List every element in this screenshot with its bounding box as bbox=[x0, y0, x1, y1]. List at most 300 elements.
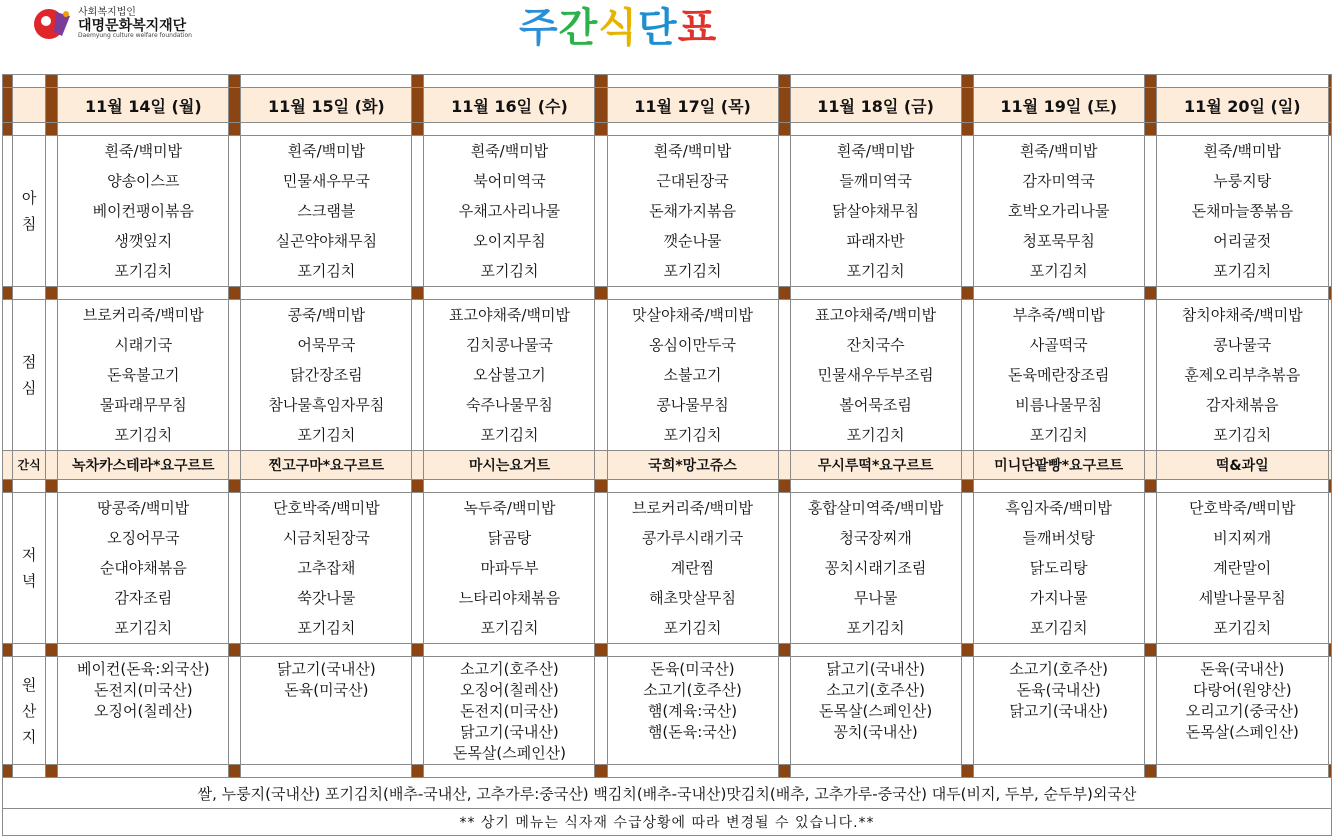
spacer-square bbox=[1144, 287, 1156, 300]
spacer-cell bbox=[973, 765, 1144, 778]
row-label-dinner bbox=[13, 493, 46, 644]
header-square bbox=[46, 88, 58, 123]
spacer-row bbox=[3, 123, 1332, 136]
spacer-cell bbox=[973, 480, 1144, 493]
breakfast-cell bbox=[241, 136, 412, 287]
row-gap bbox=[778, 493, 790, 644]
spacer-cell bbox=[13, 644, 46, 657]
origin-item: 꽁치(국내산) bbox=[833, 723, 918, 741]
date-header: 11월 17일 (목) bbox=[607, 88, 778, 123]
spacer-cell bbox=[790, 287, 961, 300]
spacer-square bbox=[595, 644, 607, 657]
breakfast-item: 흰죽/백미밥 bbox=[836, 142, 915, 160]
spacer-cell bbox=[1156, 644, 1328, 657]
row-edge bbox=[1328, 657, 1331, 765]
lunch-item: 포기김치 bbox=[846, 426, 905, 444]
lunch-cell bbox=[241, 300, 412, 451]
origin-item: 오리고기(중국산) bbox=[1185, 702, 1299, 720]
row-gap bbox=[46, 300, 58, 451]
dinner-item: 포기김치 bbox=[663, 619, 722, 637]
spacer-cell bbox=[13, 287, 46, 300]
spacer-square bbox=[1144, 765, 1156, 778]
spacer-square bbox=[3, 765, 13, 778]
breakfast-item: 흰죽/백미밥 bbox=[1019, 142, 1098, 160]
dinner-item: 순대야채볶음 bbox=[99, 559, 187, 577]
dinner-item: 느타리야채볶음 bbox=[458, 589, 561, 607]
spacer-row bbox=[3, 287, 1332, 300]
dinner-item: 꽁치시래기조림 bbox=[824, 559, 927, 577]
header-square bbox=[961, 88, 973, 123]
foundation-logo bbox=[32, 6, 202, 46]
breakfast-item: 흰죽/백미밥 bbox=[1203, 142, 1282, 160]
spacer-square bbox=[229, 765, 241, 778]
spacer-square bbox=[3, 123, 13, 136]
dinner-item: 콩가루시래기국 bbox=[641, 529, 744, 547]
dinner-item: 단호박죽/백미밥 bbox=[1189, 499, 1296, 517]
row-label-snack: 간식 bbox=[13, 451, 46, 480]
spacer-cell bbox=[1156, 287, 1328, 300]
row-gap bbox=[778, 657, 790, 765]
breakfast-cell bbox=[424, 136, 595, 287]
spacer-cell bbox=[790, 765, 961, 778]
breakfast-item: 청포묵무침 bbox=[1022, 232, 1095, 250]
spacer-row bbox=[3, 480, 1332, 493]
row-gap bbox=[961, 136, 973, 287]
origin-cell bbox=[241, 657, 412, 765]
dinner-item: 감자조림 bbox=[114, 589, 173, 607]
dinner-cell bbox=[58, 493, 229, 644]
dinner-item: 포기김치 bbox=[114, 619, 173, 637]
spacer-cell bbox=[790, 123, 961, 136]
row-gap bbox=[1144, 300, 1156, 451]
header-square bbox=[412, 88, 424, 123]
row-gap bbox=[778, 300, 790, 451]
spacer-square bbox=[961, 765, 973, 778]
spacer-cell bbox=[607, 287, 778, 300]
origin-item: 돈목살(스페인산) bbox=[819, 702, 933, 720]
lunch-item: 참치야채죽/백미밥 bbox=[1181, 306, 1303, 324]
spacer-cell bbox=[58, 480, 229, 493]
dinner-cell bbox=[607, 493, 778, 644]
lunch-cell bbox=[58, 300, 229, 451]
spacer-square bbox=[3, 287, 13, 300]
footer-change-row bbox=[3, 809, 1332, 836]
origin-item: 소고기(호주산) bbox=[826, 681, 925, 699]
spacer-square bbox=[595, 480, 607, 493]
spacer-square bbox=[3, 480, 13, 493]
breakfast-item: 민물새우무국 bbox=[282, 172, 370, 190]
lunch-item: 어묵무국 bbox=[297, 336, 356, 354]
spacer-square bbox=[3, 644, 13, 657]
row-label-char: 원 bbox=[21, 675, 37, 694]
lunch-item: 포기김치 bbox=[1213, 426, 1272, 444]
breakfast-item: 돈채마늘쫑볶음 bbox=[1191, 202, 1293, 220]
spacer-cell bbox=[973, 287, 1144, 300]
spacer-square bbox=[778, 123, 790, 136]
lunch-item: 사골떡국 bbox=[1029, 336, 1088, 354]
lunch-item: 콩나물국 bbox=[1213, 336, 1272, 354]
date-header: 11월 16일 (수) bbox=[424, 88, 595, 123]
title-char: 식 bbox=[598, 5, 638, 51]
dinner-item: 포기김치 bbox=[297, 619, 356, 637]
spacer-square bbox=[778, 75, 790, 88]
row-gap bbox=[412, 300, 424, 451]
spacer-square bbox=[46, 75, 58, 88]
spacer-cell bbox=[241, 480, 412, 493]
spacer-square bbox=[229, 480, 241, 493]
spacer-cell bbox=[58, 765, 229, 778]
dinner-item: 홍합살미역죽/백미밥 bbox=[807, 499, 944, 517]
dinner-item: 비지찌개 bbox=[1213, 529, 1272, 547]
title-char: 간 bbox=[558, 5, 599, 51]
row-gap bbox=[229, 136, 241, 287]
lunch-item: 소불고기 bbox=[663, 366, 722, 384]
breakfast-item: 포기김치 bbox=[1213, 262, 1272, 280]
origin-item: 돈전지(미국산) bbox=[93, 681, 193, 699]
dinner-cell bbox=[424, 493, 595, 644]
lunch-item: 표고야채죽/백미밥 bbox=[815, 306, 937, 324]
header-corner bbox=[13, 88, 46, 123]
spacer-cell bbox=[1156, 480, 1328, 493]
title-char: 주 bbox=[519, 5, 559, 51]
spacer-square bbox=[1144, 75, 1156, 88]
breakfast-item: 포기김치 bbox=[846, 262, 905, 280]
dinner-item: 닭도리탕 bbox=[1029, 559, 1088, 577]
breakfast-item: 실곤약야채무침 bbox=[275, 232, 378, 250]
row-gap bbox=[1144, 451, 1156, 480]
origin-item: 베이컨(돈육:외국산) bbox=[76, 660, 210, 678]
dinner-item: 계란찜 bbox=[670, 559, 715, 577]
spacer-square bbox=[778, 765, 790, 778]
spacer-cell bbox=[424, 75, 595, 88]
dinner-item: 가지나물 bbox=[1029, 589, 1088, 607]
origin-item: 돈육(국내산) bbox=[1200, 660, 1285, 678]
breakfast-item: 우채고사리나물 bbox=[458, 202, 561, 220]
dinner-cell bbox=[1156, 493, 1328, 644]
dinner-item: 포기김치 bbox=[1029, 619, 1088, 637]
breakfast-item: 흰죽/백미밥 bbox=[470, 142, 549, 160]
row-edge bbox=[3, 451, 13, 480]
spacer-square bbox=[595, 75, 607, 88]
lunch-item: 포기김치 bbox=[663, 426, 722, 444]
breakfast-item: 들깨미역국 bbox=[839, 172, 912, 190]
spacer-cell bbox=[58, 287, 229, 300]
spacer-square bbox=[961, 123, 973, 136]
lunch-item: 참나물흑임자무침 bbox=[268, 396, 385, 414]
dinner-item: 해초맛살무침 bbox=[649, 589, 737, 607]
dinner-item: 고추잡채 bbox=[297, 559, 356, 577]
spacer-cell bbox=[1156, 765, 1328, 778]
snack-cell: 녹차카스테라*요구르트 bbox=[58, 451, 229, 480]
spacer-square bbox=[595, 287, 607, 300]
origin-item: 돈육(미국산) bbox=[650, 660, 735, 678]
lunch-cell bbox=[424, 300, 595, 451]
row-edge bbox=[1328, 136, 1331, 287]
row-label-char: 심 bbox=[21, 379, 37, 397]
spacer-cell bbox=[13, 765, 46, 778]
dinner-cell bbox=[973, 493, 1144, 644]
dinner-item: 청국장찌개 bbox=[839, 529, 912, 547]
lunch-item: 비름나물무침 bbox=[1015, 396, 1103, 414]
row-gap bbox=[46, 493, 58, 644]
lunch-item: 훈제오리부추볶음 bbox=[1184, 366, 1301, 384]
row-edge bbox=[3, 300, 13, 451]
row-label-char: 지 bbox=[21, 727, 37, 746]
spacer-square bbox=[778, 644, 790, 657]
snack-cell: 떡&과일 bbox=[1156, 451, 1328, 480]
spacer-cell bbox=[607, 75, 778, 88]
spacer-cell bbox=[13, 75, 46, 88]
lunch-item: 콩죽/백미밥 bbox=[287, 306, 366, 324]
row-label-char: 저 bbox=[21, 546, 37, 564]
breakfast-item: 근대된장국 bbox=[656, 172, 729, 190]
row-gap bbox=[961, 451, 973, 480]
logo-mark-icon bbox=[32, 6, 74, 46]
row-gap bbox=[412, 136, 424, 287]
snack-cell: 미니단팥빵*요구르트 bbox=[973, 451, 1144, 480]
row-gap bbox=[961, 493, 973, 644]
row-gap bbox=[46, 657, 58, 765]
breakfast-item: 포기김치 bbox=[480, 262, 539, 280]
breakfast-item: 포기김치 bbox=[663, 262, 722, 280]
spacer-square bbox=[46, 287, 58, 300]
origin-item: 햄(돈육:국산) bbox=[647, 723, 738, 741]
spacer-cell bbox=[58, 123, 229, 136]
breakfast-item: 포기김치 bbox=[114, 262, 173, 280]
spacer-cell bbox=[241, 644, 412, 657]
date-header: 11월 15일 (화) bbox=[241, 88, 412, 123]
lunch-item: 감자채볶음 bbox=[1206, 396, 1279, 414]
origin-item: 소고기(호주산) bbox=[1009, 660, 1109, 678]
origin-item: 다랑어(원양산) bbox=[1192, 681, 1292, 699]
breakfast-item: 포기김치 bbox=[1029, 262, 1088, 280]
row-edge bbox=[1328, 451, 1331, 480]
dinner-row bbox=[3, 493, 1332, 644]
dinner-item: 땅콩죽/백미밥 bbox=[97, 499, 190, 517]
breakfast-item: 흰죽/백미밥 bbox=[653, 142, 732, 160]
breakfast-cell bbox=[973, 136, 1144, 287]
spacer-square bbox=[1144, 123, 1156, 136]
spacer-cell bbox=[607, 480, 778, 493]
dinner-item: 단호박죽/백미밥 bbox=[273, 499, 380, 517]
row-gap bbox=[412, 451, 424, 480]
footer-change-note: ** 상기 메뉴는 식자재 수급상황에 따라 변경될 수 있습니다.** bbox=[3, 809, 1332, 836]
spacer-square bbox=[412, 644, 424, 657]
lunch-item: 포기김치 bbox=[297, 426, 356, 444]
origin-item: 닭고기(국내산) bbox=[826, 660, 925, 678]
breakfast-row bbox=[3, 136, 1332, 287]
title-char: 표 bbox=[677, 5, 718, 51]
lunch-item: 숙주나물무침 bbox=[465, 396, 553, 414]
breakfast-item: 깻순나물 bbox=[663, 232, 722, 250]
dinner-item: 들깨버섯탕 bbox=[1022, 529, 1095, 547]
spacer-square bbox=[961, 75, 973, 88]
row-label-char: 아 bbox=[21, 189, 37, 207]
lunch-cell bbox=[790, 300, 961, 451]
spacer-cell bbox=[424, 287, 595, 300]
logo-english-name: Daemyung culture welfare foundation bbox=[78, 32, 192, 40]
lunch-item: 맛살야채죽/백미밥 bbox=[632, 306, 754, 324]
spacer-row bbox=[3, 765, 1332, 778]
row-gap bbox=[229, 300, 241, 451]
spacer-cell bbox=[241, 123, 412, 136]
dinner-item: 브로커리죽/백미밥 bbox=[632, 499, 754, 517]
breakfast-item: 어리굴젓 bbox=[1213, 232, 1272, 250]
row-edge bbox=[3, 136, 13, 287]
row-gap bbox=[961, 300, 973, 451]
spacer-cell bbox=[424, 765, 595, 778]
lunch-item: 돈육메란장조림 bbox=[1007, 366, 1110, 384]
dinner-item: 포기김치 bbox=[1213, 619, 1272, 637]
dinner-item: 오징어무국 bbox=[107, 529, 180, 547]
row-gap bbox=[1144, 136, 1156, 287]
origin-item: 닭고기(국내산) bbox=[277, 660, 376, 678]
date-header: 11월 20일 (일) bbox=[1156, 88, 1328, 123]
row-gap bbox=[229, 493, 241, 644]
breakfast-item: 북어미역국 bbox=[473, 172, 546, 190]
date-header-row bbox=[3, 88, 1332, 123]
row-label-origin bbox=[13, 657, 46, 765]
lunch-item: 오삼불고기 bbox=[473, 366, 546, 384]
spacer-cell bbox=[58, 644, 229, 657]
spacer-cell bbox=[790, 75, 961, 88]
row-gap bbox=[961, 657, 973, 765]
spacer-row bbox=[3, 75, 1332, 88]
row-label-char: 녁 bbox=[21, 572, 37, 590]
breakfast-item: 생깻잎지 bbox=[114, 232, 173, 250]
dinner-item: 녹두죽/백미밥 bbox=[463, 499, 556, 517]
origin-item: 햄(계육:국산) bbox=[647, 702, 738, 720]
lunch-cell bbox=[973, 300, 1144, 451]
breakfast-item: 스크램블 bbox=[297, 202, 356, 220]
origin-item: 소고기(호주산) bbox=[460, 660, 559, 678]
origin-item: 돈목살(스페인산) bbox=[1185, 723, 1299, 741]
lunch-item: 시래기국 bbox=[114, 336, 173, 354]
spacer-square bbox=[778, 480, 790, 493]
row-label-char: 침 bbox=[21, 215, 37, 233]
spacer-cell bbox=[424, 644, 595, 657]
row-gap bbox=[778, 136, 790, 287]
breakfast-cell bbox=[1156, 136, 1328, 287]
lunch-item: 잔치국수 bbox=[846, 336, 905, 354]
lunch-item: 민물새우두부조림 bbox=[817, 366, 934, 384]
lunch-item: 옹심이만두국 bbox=[649, 336, 737, 354]
row-edge bbox=[3, 657, 13, 765]
row-label-lunch bbox=[13, 300, 46, 451]
row-gap bbox=[1144, 493, 1156, 644]
dinner-cell bbox=[790, 493, 961, 644]
lunch-item: 닭간장조림 bbox=[290, 366, 363, 384]
origin-item: 돈육(미국산) bbox=[284, 681, 369, 699]
row-gap bbox=[595, 451, 607, 480]
spacer-square bbox=[1328, 480, 1331, 493]
spacer-cell bbox=[607, 644, 778, 657]
row-edge bbox=[1328, 300, 1331, 451]
spacer-square bbox=[961, 644, 973, 657]
snack-cell: 찐고구마*요구르트 bbox=[241, 451, 412, 480]
spacer-square bbox=[412, 123, 424, 136]
dinner-item: 포기김치 bbox=[846, 619, 905, 637]
breakfast-cell bbox=[58, 136, 229, 287]
dinner-item: 닭곰탕 bbox=[487, 529, 532, 547]
spacer-square bbox=[1328, 765, 1331, 778]
spacer-square bbox=[961, 287, 973, 300]
lunch-cell bbox=[1156, 300, 1328, 451]
spacer-square bbox=[412, 480, 424, 493]
dinner-item: 무나물 bbox=[853, 589, 898, 607]
origin-row bbox=[3, 657, 1332, 765]
spacer-cell bbox=[973, 644, 1144, 657]
header-square bbox=[1144, 88, 1156, 123]
spacer-cell bbox=[13, 123, 46, 136]
header-square bbox=[595, 88, 607, 123]
lunch-item: 표고야채죽/백미밥 bbox=[448, 306, 570, 324]
row-label-breakfast bbox=[13, 136, 46, 287]
lunch-item: 포기김치 bbox=[114, 426, 173, 444]
breakfast-item: 돈채가지볶음 bbox=[649, 202, 737, 220]
spacer-square bbox=[1328, 287, 1331, 300]
breakfast-cell bbox=[607, 136, 778, 287]
date-header: 11월 18일 (금) bbox=[790, 88, 961, 123]
row-edge bbox=[3, 493, 13, 644]
spacer-square bbox=[46, 765, 58, 778]
breakfast-item: 파래자반 bbox=[846, 232, 905, 250]
logo-name: 대명문화복지재단 bbox=[78, 17, 187, 34]
spacer-square bbox=[229, 75, 241, 88]
dinner-cell bbox=[241, 493, 412, 644]
origin-item: 닭고기(국내산) bbox=[1009, 702, 1109, 720]
footer-origin-row bbox=[3, 778, 1332, 809]
spacer-cell bbox=[424, 123, 595, 136]
spacer-cell bbox=[790, 480, 961, 493]
snack-row bbox=[3, 451, 1332, 480]
spacer-square bbox=[1328, 123, 1331, 136]
row-gap bbox=[46, 451, 58, 480]
breakfast-item: 흰죽/백미밥 bbox=[104, 142, 183, 160]
spacer-cell bbox=[607, 123, 778, 136]
row-gap bbox=[595, 300, 607, 451]
spacer-square bbox=[961, 480, 973, 493]
row-label-char: 점 bbox=[21, 353, 37, 371]
origin-cell bbox=[424, 657, 595, 765]
breakfast-item: 오이지무침 bbox=[473, 232, 546, 250]
row-gap bbox=[595, 136, 607, 287]
origin-item: 소고기(호주산) bbox=[643, 681, 742, 699]
row-edge bbox=[1328, 493, 1331, 644]
spacer-square bbox=[1328, 75, 1331, 88]
lunch-item: 김치콩나물국 bbox=[465, 336, 553, 354]
header-square bbox=[778, 88, 790, 123]
lunch-item: 볼어묵조림 bbox=[839, 396, 912, 414]
origin-cell bbox=[790, 657, 961, 765]
snack-cell: 무시루떡*요구르트 bbox=[790, 451, 961, 480]
lunch-item: 포기김치 bbox=[1029, 426, 1088, 444]
origin-item: 오징어(칠레산) bbox=[460, 681, 559, 699]
spacer-cell bbox=[58, 75, 229, 88]
spacer-cell bbox=[973, 75, 1144, 88]
lunch-item: 부추죽/백미밥 bbox=[1012, 306, 1105, 324]
spacer-cell bbox=[1156, 75, 1328, 88]
origin-cell bbox=[1156, 657, 1328, 765]
dinner-item: 쑥갓나물 bbox=[297, 589, 356, 607]
row-gap bbox=[1144, 657, 1156, 765]
lunch-item: 브로커리죽/백미밥 bbox=[82, 306, 204, 324]
lunch-row bbox=[3, 300, 1332, 451]
lunch-item: 돈육불고기 bbox=[107, 366, 180, 384]
spacer-square bbox=[229, 123, 241, 136]
spacer-cell bbox=[241, 287, 412, 300]
row-gap bbox=[412, 657, 424, 765]
